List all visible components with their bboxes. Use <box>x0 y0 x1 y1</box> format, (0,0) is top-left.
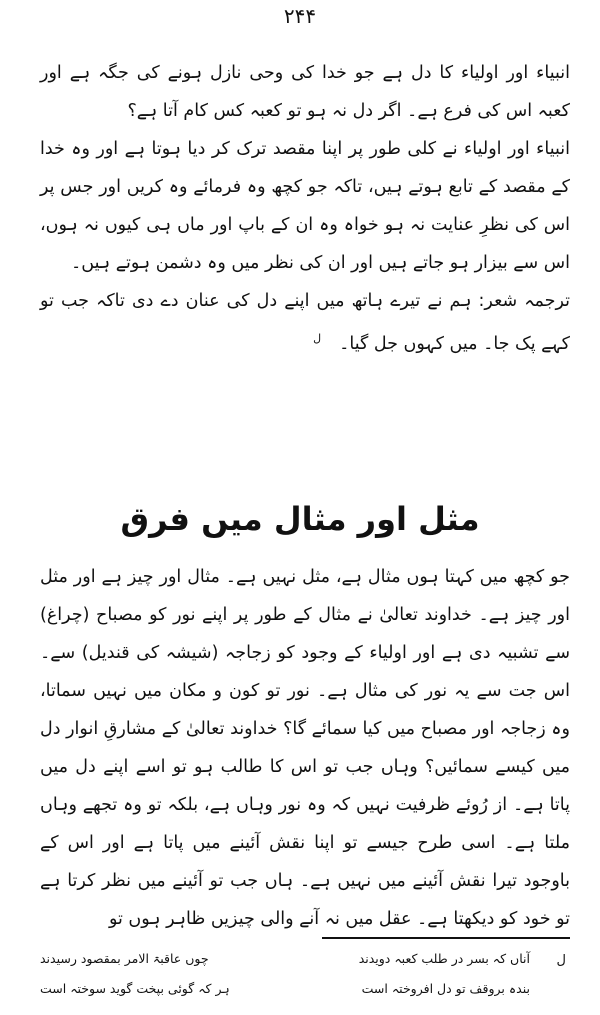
verse-hemistich: آناں کہ بسر در طلب کعبہ دویدند <box>358 951 530 966</box>
footnote-marker: ل <box>556 953 566 968</box>
paragraph: جو کچھ میں کہتا ہوں مثال ہے، مثل نہیں ہے۔ مثال اور چیز ہے اور مثل اور چیز ہے۔ خداوند تعالیٰ نے مثال کے طور پر اپنے نور کو مصباح (چراغ) سے تشبیہ دی ہے اور اولیاء کے وجود کو زجاجہ (شیشہ کی قندیل) سے۔ اس جت سے یہ نور کی مثال ہے۔ نور تو کون و مکان میں نہیں سماتا، وہ زجاجہ اور مصباح میں کیا سمائے گا؟ خداوند تعالیٰ کے مشارقِ انوار دل میں کیسے سمائیں؟ وہاں جب تو اس کا طالب ہو تو اسے اپنے دل میں پاتا ہے۔ از رُوئے ظرفیت نہیں کہ وہ نور وہاں ہے، بلکہ تو وہ تجھے وہاں ملتا ہے۔ اسی طرح جیسے تو اپنا نقش آئینے میں پاتا ہے اور اس کے باوجود تیرا نقش آئینے میں نہیں ہے۔ ہاں جب تو آئینے میں نظر کرتا ہے تو خود کو دیکھتا ہے۔ عقل میں نہ آنے والی چیزیں ظاہر ہوں تو <box>40 567 570 929</box>
paragraph-text: ترجمہ شعر: ہم نے تیرے ہاتھ میں اپنے دل کی عنان دے دی تاکہ جب تو کہے پک جا۔ میں کہوں جل گیا۔ <box>40 291 570 354</box>
footnote-reference: ل <box>313 332 322 345</box>
section-heading: مثل اور مثال میں فرق <box>120 500 480 538</box>
verse-hemistich: بندہ بروقف تو دل افروختہ است <box>361 981 530 996</box>
footnote-verse <box>40 946 530 972</box>
footnote-divider <box>322 937 570 939</box>
paragraph: انبیاء اور اولیاء نے کلی طور پر اپنا مقصد ترک کر دیا ہوتا ہے اور وہ خدا کے مقصد کے تابع ہوتے ہیں، تاکہ جو کچھ وہ فرمائے وہ کریں اور جس پر اس کی نظرِ عنایت نہ ہو خواہ وہ ان کے باپ اور ماں ہی کیوں نہ ہوں، اس سے بیزار ہو جاتے ہیں اور ان کی نظر میں وہ دشمن ہوتے ہیں۔ <box>40 139 570 273</box>
page-number: ۲۴۴ <box>283 4 317 28</box>
paragraph: انبیاء اور اولیاء کا دل ہے جو خدا کی وحی نازل ہونے کی جگہ ہے اور کعبہ اس کی فرع ہے۔ اگر دل نہ ہو تو کعبہ کس کام آتا ہے؟ <box>40 63 570 121</box>
footnote-verse <box>40 976 530 1002</box>
paragraph <box>40 282 570 363</box>
top-text-block <box>40 54 570 363</box>
bottom-text-block <box>40 558 570 938</box>
verse-hemistich: چوں عاقبۃ الامر بمقصود رسیدند <box>40 951 209 966</box>
verse-hemistich: ہر کہ گوئی بپخت گوید سوختہ است <box>40 981 230 996</box>
